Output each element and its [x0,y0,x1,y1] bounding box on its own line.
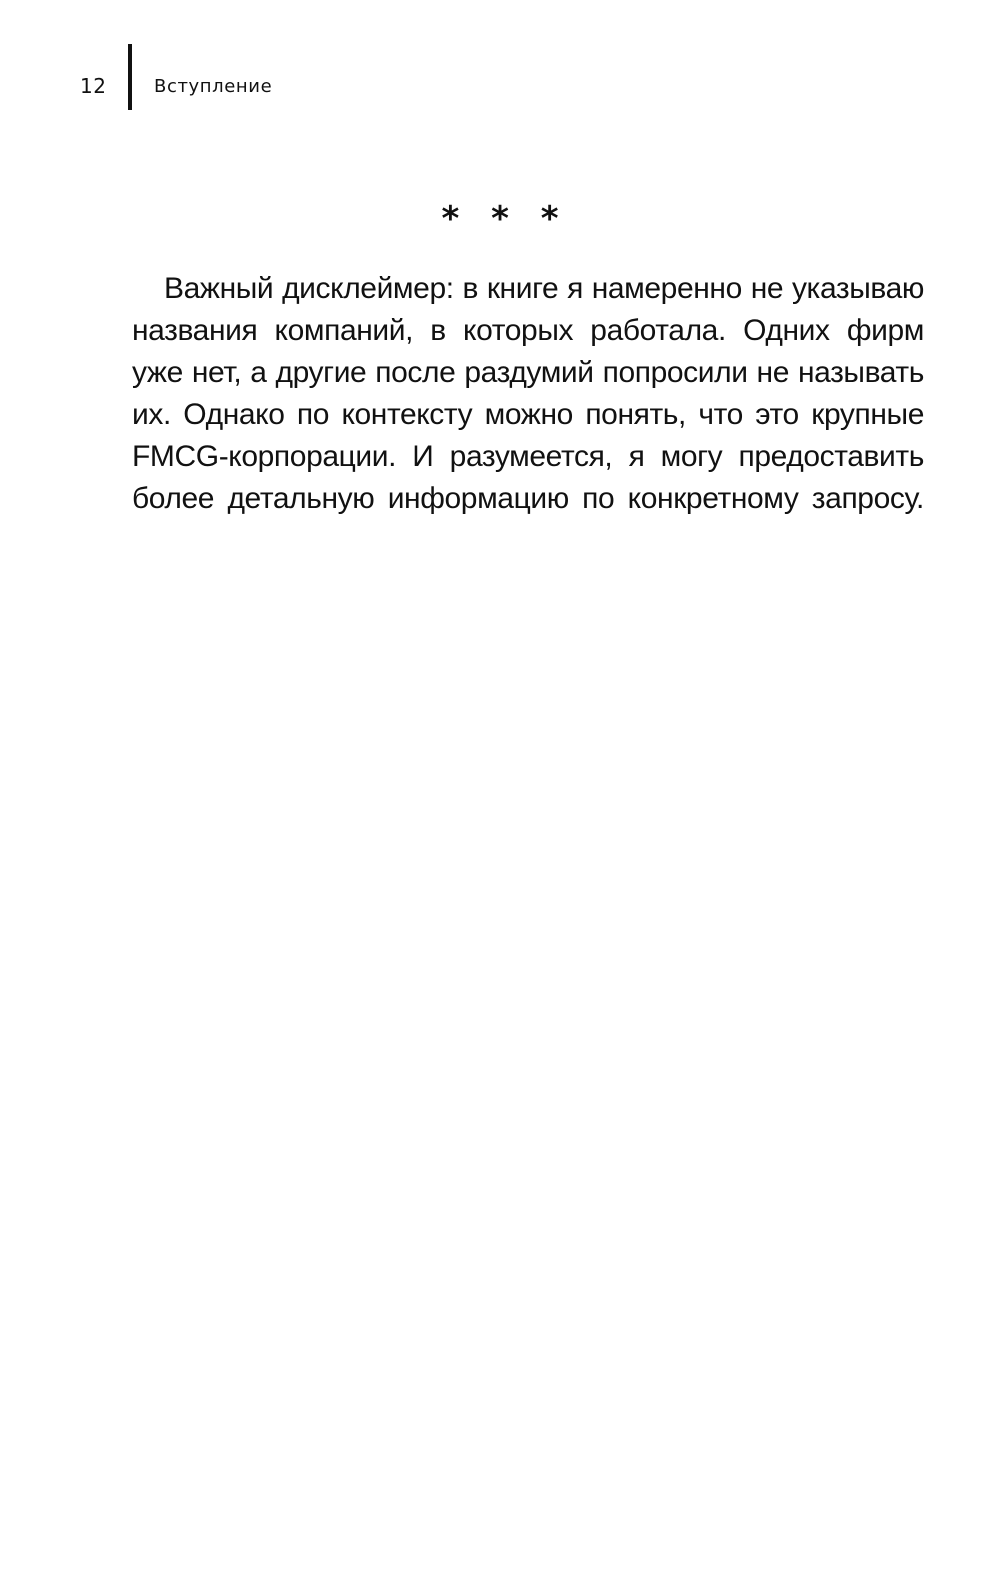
paragraph-line: Важный дисклеймер: в книге я намеренно не указываю [164,272,924,305]
page-number: 12 [80,74,107,98]
section-separator [0,196,1000,242]
separator-asterisk: * [441,199,460,239]
header-divider [128,44,132,110]
paragraph-line: уже нет, а другие после раздумий попросили не называть [132,356,924,389]
disclaimer-paragraph [132,268,924,520]
section-title: Вступление [154,76,273,97]
paragraph-line: более детальную информацию по конкретному запросу. [132,482,924,515]
paragraph-line: их. Однако по контексту можно понять, что это крупные [132,398,924,431]
separator-asterisk: * [491,199,509,239]
paragraph-line: названия компаний, в которых работала. Одних фирм [132,314,924,347]
running-head [0,0,1000,120]
paragraph-line: FMCG-корпорации. И разумеется, я могу предоставить [132,440,924,473]
separator-asterisk: * [540,199,559,239]
